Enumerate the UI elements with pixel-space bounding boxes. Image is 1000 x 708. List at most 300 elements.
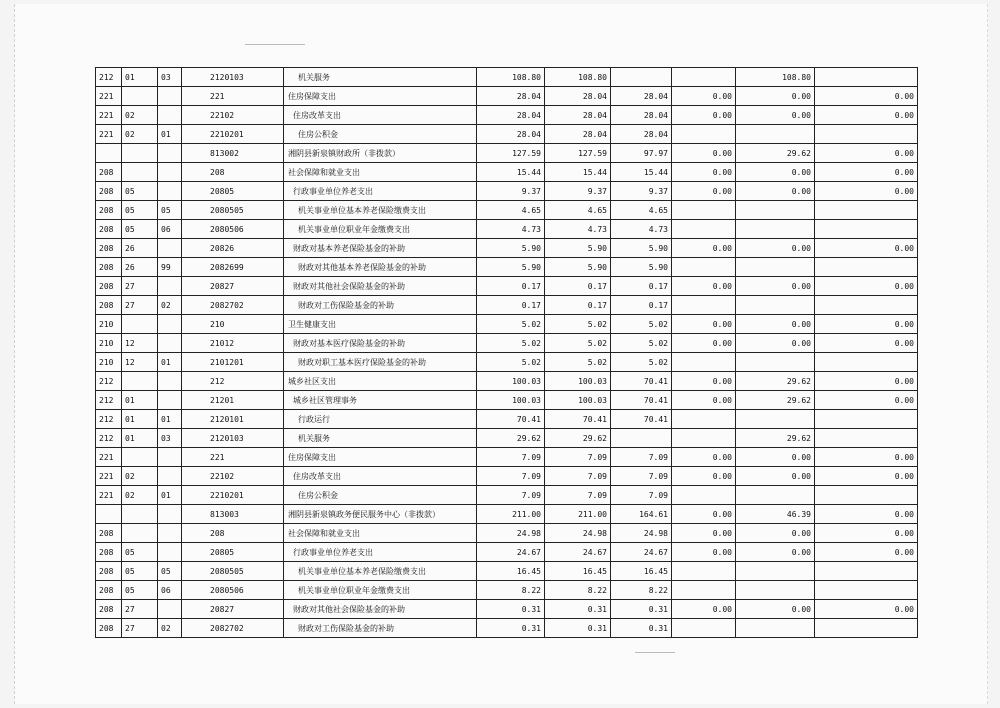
table-row <box>96 182 918 201</box>
account-name-cell: 财政对工伤保险基金的补助 <box>284 296 477 315</box>
account-name-cell: 财政对工伤保险基金的补助 <box>284 619 477 638</box>
total-cell: 5.02 <box>477 353 545 372</box>
project-expenditure-cell <box>736 258 815 277</box>
total-cell: 0.31 <box>477 600 545 619</box>
project-expenditure-cell: 0.00 <box>736 448 815 467</box>
item-code-cell <box>158 391 182 410</box>
total-cell: 108.80 <box>477 68 545 87</box>
account-name-cell: 行政事业单位养老支出 <box>284 182 477 201</box>
column-11-cell <box>815 562 918 581</box>
class-code-cell: 208 <box>96 258 122 277</box>
table-row <box>96 562 918 581</box>
section-code-cell: 27 <box>122 619 158 638</box>
basic-expenditure-cell <box>611 429 672 448</box>
project-expenditure-cell <box>736 296 815 315</box>
class-code-cell: 208 <box>96 239 122 258</box>
subtotal-cell: 70.41 <box>545 410 611 429</box>
column-9-cell: 0.00 <box>672 505 736 524</box>
basic-expenditure-cell: 7.09 <box>611 467 672 486</box>
table-row <box>96 448 918 467</box>
basic-expenditure-cell: 4.73 <box>611 220 672 239</box>
budget-expenditure-table <box>95 67 918 638</box>
account-code-cell: 2080506 <box>182 581 284 600</box>
column-9-cell: 0.00 <box>672 87 736 106</box>
basic-expenditure-cell: 0.31 <box>611 619 672 638</box>
basic-expenditure-cell: 28.04 <box>611 87 672 106</box>
column-11-cell <box>815 410 918 429</box>
total-cell: 8.22 <box>477 581 545 600</box>
total-cell: 7.09 <box>477 486 545 505</box>
section-code-cell: 27 <box>122 296 158 315</box>
account-code-cell: 813003 <box>182 505 284 524</box>
account-code-cell: 22102 <box>182 106 284 125</box>
column-9-cell: 0.00 <box>672 239 736 258</box>
account-code-cell: 20827 <box>182 277 284 296</box>
item-code-cell <box>158 182 182 201</box>
column-11-cell <box>815 581 918 600</box>
basic-expenditure-cell: 7.09 <box>611 448 672 467</box>
total-cell: 16.45 <box>477 562 545 581</box>
project-expenditure-cell <box>736 201 815 220</box>
basic-expenditure-cell: 7.09 <box>611 486 672 505</box>
account-code-cell: 2082702 <box>182 619 284 638</box>
section-code-cell: 02 <box>122 106 158 125</box>
class-code-cell: 208 <box>96 296 122 315</box>
basic-expenditure-cell: 0.17 <box>611 296 672 315</box>
basic-expenditure-cell: 8.22 <box>611 581 672 600</box>
item-code-cell <box>158 144 182 163</box>
subtotal-cell: 9.37 <box>545 182 611 201</box>
total-cell: 5.02 <box>477 315 545 334</box>
total-cell: 5.02 <box>477 334 545 353</box>
subtotal-cell: 28.04 <box>545 125 611 144</box>
total-cell: 5.90 <box>477 258 545 277</box>
table-row <box>96 619 918 638</box>
column-11-cell: 0.00 <box>815 600 918 619</box>
column-11-cell: 0.00 <box>815 334 918 353</box>
account-code-cell: 22102 <box>182 467 284 486</box>
account-code-cell: 20826 <box>182 239 284 258</box>
total-cell: 70.41 <box>477 410 545 429</box>
table-row <box>96 315 918 334</box>
project-expenditure-cell <box>736 410 815 429</box>
column-9-cell <box>672 68 736 87</box>
column-11-cell: 0.00 <box>815 505 918 524</box>
basic-expenditure-cell: 97.97 <box>611 144 672 163</box>
column-11-cell: 0.00 <box>815 372 918 391</box>
project-expenditure-cell <box>736 353 815 372</box>
section-code-cell: 27 <box>122 600 158 619</box>
column-9-cell <box>672 296 736 315</box>
total-cell: 28.04 <box>477 125 545 144</box>
account-code-cell: 210 <box>182 315 284 334</box>
account-code-cell: 2120103 <box>182 68 284 87</box>
subtotal-cell: 100.03 <box>545 391 611 410</box>
account-code-cell: 21012 <box>182 334 284 353</box>
class-code-cell: 212 <box>96 372 122 391</box>
account-name-cell: 社会保障和就业支出 <box>284 163 477 182</box>
basic-expenditure-cell: 70.41 <box>611 391 672 410</box>
account-name-cell: 住房改革支出 <box>284 467 477 486</box>
table-row <box>96 505 918 524</box>
class-code-cell: 221 <box>96 87 122 106</box>
total-cell: 28.04 <box>477 106 545 125</box>
item-code-cell <box>158 448 182 467</box>
item-code-cell: 01 <box>158 125 182 144</box>
item-code-cell <box>158 239 182 258</box>
account-name-cell: 机关服务 <box>284 429 477 448</box>
table-row <box>96 353 918 372</box>
column-11-cell <box>815 619 918 638</box>
table-row <box>96 372 918 391</box>
total-cell: 24.98 <box>477 524 545 543</box>
section-code-cell: 26 <box>122 258 158 277</box>
item-code-cell: 02 <box>158 296 182 315</box>
column-11-cell <box>815 201 918 220</box>
table-row <box>96 144 918 163</box>
section-code-cell: 01 <box>122 391 158 410</box>
section-code-cell <box>122 315 158 334</box>
section-code-cell: 05 <box>122 581 158 600</box>
basic-expenditure-cell: 15.44 <box>611 163 672 182</box>
column-9-cell <box>672 562 736 581</box>
column-11-cell <box>815 429 918 448</box>
total-cell: 211.00 <box>477 505 545 524</box>
account-code-cell: 2120101 <box>182 410 284 429</box>
account-code-cell: 20805 <box>182 182 284 201</box>
scan-noise <box>245 44 305 45</box>
column-9-cell <box>672 220 736 239</box>
total-cell: 127.59 <box>477 144 545 163</box>
table-row <box>96 429 918 448</box>
subtotal-cell: 127.59 <box>545 144 611 163</box>
total-cell: 0.17 <box>477 296 545 315</box>
table-row <box>96 163 918 182</box>
class-code-cell: 208 <box>96 562 122 581</box>
subtotal-cell: 0.31 <box>545 619 611 638</box>
project-expenditure-cell: 0.00 <box>736 239 815 258</box>
basic-expenditure-cell: 9.37 <box>611 182 672 201</box>
item-code-cell: 01 <box>158 486 182 505</box>
basic-expenditure-cell: 24.98 <box>611 524 672 543</box>
subtotal-cell: 211.00 <box>545 505 611 524</box>
column-11-cell <box>815 125 918 144</box>
table-row <box>96 467 918 486</box>
account-name-cell: 湘阴县新泉镇政务便民服务中心（非拨款） <box>284 505 477 524</box>
section-code-cell: 05 <box>122 562 158 581</box>
section-code-cell: 27 <box>122 277 158 296</box>
total-cell: 7.09 <box>477 467 545 486</box>
account-name-cell: 住房改革支出 <box>284 106 477 125</box>
table-row <box>96 220 918 239</box>
subtotal-cell: 4.73 <box>545 220 611 239</box>
class-code-cell: 221 <box>96 106 122 125</box>
section-code-cell <box>122 87 158 106</box>
account-code-cell: 20827 <box>182 600 284 619</box>
table-row <box>96 201 918 220</box>
class-code-cell: 212 <box>96 68 122 87</box>
subtotal-cell: 0.31 <box>545 600 611 619</box>
total-cell: 100.03 <box>477 372 545 391</box>
subtotal-cell: 100.03 <box>545 372 611 391</box>
class-code-cell: 208 <box>96 619 122 638</box>
column-11-cell: 0.00 <box>815 182 918 201</box>
table-row <box>96 543 918 562</box>
item-code-cell: 06 <box>158 220 182 239</box>
subtotal-cell: 5.90 <box>545 239 611 258</box>
section-code-cell: 01 <box>122 429 158 448</box>
project-expenditure-cell <box>736 562 815 581</box>
item-code-cell <box>158 543 182 562</box>
class-code-cell: 212 <box>96 429 122 448</box>
class-code-cell: 210 <box>96 315 122 334</box>
item-code-cell: 02 <box>158 619 182 638</box>
column-9-cell <box>672 486 736 505</box>
column-9-cell: 0.00 <box>672 372 736 391</box>
account-name-cell: 住房公积金 <box>284 486 477 505</box>
item-code-cell: 05 <box>158 562 182 581</box>
account-name-cell: 城乡社区管理事务 <box>284 391 477 410</box>
class-code-cell <box>96 505 122 524</box>
column-11-cell: 0.00 <box>815 448 918 467</box>
account-name-cell: 机关事业单位职业年金缴费支出 <box>284 220 477 239</box>
account-name-cell: 财政对基本医疗保险基金的补助 <box>284 334 477 353</box>
class-code-cell: 212 <box>96 410 122 429</box>
column-11-cell <box>815 486 918 505</box>
section-code-cell: 12 <box>122 334 158 353</box>
project-expenditure-cell: 0.00 <box>736 334 815 353</box>
subtotal-cell: 0.17 <box>545 277 611 296</box>
account-name-cell: 住房保障支出 <box>284 448 477 467</box>
account-name-cell: 行政运行 <box>284 410 477 429</box>
project-expenditure-cell: 0.00 <box>736 277 815 296</box>
account-code-cell: 2210201 <box>182 125 284 144</box>
column-11-cell: 0.00 <box>815 239 918 258</box>
project-expenditure-cell: 108.80 <box>736 68 815 87</box>
basic-expenditure-cell: 5.90 <box>611 239 672 258</box>
column-9-cell <box>672 619 736 638</box>
column-9-cell <box>672 429 736 448</box>
column-9-cell <box>672 410 736 429</box>
class-code-cell: 208 <box>96 581 122 600</box>
section-code-cell <box>122 524 158 543</box>
table-row <box>96 296 918 315</box>
section-code-cell <box>122 144 158 163</box>
column-11-cell: 0.00 <box>815 543 918 562</box>
section-code-cell: 01 <box>122 68 158 87</box>
account-name-cell: 住房保障支出 <box>284 87 477 106</box>
section-code-cell <box>122 372 158 391</box>
total-cell: 4.73 <box>477 220 545 239</box>
subtotal-cell: 5.02 <box>545 353 611 372</box>
account-code-cell: 2080505 <box>182 201 284 220</box>
subtotal-cell: 24.67 <box>545 543 611 562</box>
section-code-cell: 02 <box>122 125 158 144</box>
account-code-cell: 208 <box>182 524 284 543</box>
subtotal-cell: 15.44 <box>545 163 611 182</box>
table-row <box>96 334 918 353</box>
column-9-cell: 0.00 <box>672 391 736 410</box>
item-code-cell <box>158 524 182 543</box>
account-code-cell: 2080506 <box>182 220 284 239</box>
class-code-cell: 221 <box>96 486 122 505</box>
column-9-cell: 0.00 <box>672 524 736 543</box>
class-code-cell: 208 <box>96 163 122 182</box>
project-expenditure-cell: 0.00 <box>736 182 815 201</box>
basic-expenditure-cell: 5.02 <box>611 353 672 372</box>
item-code-cell <box>158 372 182 391</box>
subtotal-cell: 0.17 <box>545 296 611 315</box>
column-9-cell <box>672 258 736 277</box>
column-9-cell: 0.00 <box>672 600 736 619</box>
section-code-cell <box>122 448 158 467</box>
account-name-cell: 住房公积金 <box>284 125 477 144</box>
account-code-cell: 2120103 <box>182 429 284 448</box>
basic-expenditure-cell <box>611 68 672 87</box>
account-name-cell: 社会保障和就业支出 <box>284 524 477 543</box>
column-11-cell: 0.00 <box>815 277 918 296</box>
item-code-cell: 03 <box>158 429 182 448</box>
item-code-cell <box>158 334 182 353</box>
column-9-cell: 0.00 <box>672 106 736 125</box>
item-code-cell <box>158 87 182 106</box>
basic-expenditure-cell: 28.04 <box>611 125 672 144</box>
table-row <box>96 524 918 543</box>
basic-expenditure-cell: 0.17 <box>611 277 672 296</box>
column-9-cell: 0.00 <box>672 467 736 486</box>
account-name-cell: 城乡社区支出 <box>284 372 477 391</box>
column-11-cell <box>815 353 918 372</box>
total-cell: 15.44 <box>477 163 545 182</box>
subtotal-cell: 7.09 <box>545 448 611 467</box>
column-9-cell <box>672 125 736 144</box>
project-expenditure-cell: 0.00 <box>736 87 815 106</box>
column-9-cell: 0.00 <box>672 182 736 201</box>
project-expenditure-cell: 0.00 <box>736 106 815 125</box>
total-cell: 7.09 <box>477 448 545 467</box>
table-row <box>96 68 918 87</box>
account-code-cell: 212 <box>182 372 284 391</box>
section-code-cell: 05 <box>122 543 158 562</box>
subtotal-cell: 28.04 <box>545 106 611 125</box>
item-code-cell <box>158 315 182 334</box>
account-code-cell: 221 <box>182 448 284 467</box>
total-cell: 4.65 <box>477 201 545 220</box>
class-code-cell: 212 <box>96 391 122 410</box>
subtotal-cell: 5.02 <box>545 334 611 353</box>
subtotal-cell: 108.80 <box>545 68 611 87</box>
subtotal-cell: 4.65 <box>545 201 611 220</box>
total-cell: 0.17 <box>477 277 545 296</box>
column-11-cell <box>815 68 918 87</box>
section-code-cell: 05 <box>122 201 158 220</box>
account-name-cell: 财政对职工基本医疗保险基金的补助 <box>284 353 477 372</box>
section-code-cell: 05 <box>122 182 158 201</box>
total-cell: 5.90 <box>477 239 545 258</box>
item-code-cell: 06 <box>158 581 182 600</box>
column-9-cell <box>672 353 736 372</box>
subtotal-cell: 7.09 <box>545 467 611 486</box>
basic-expenditure-cell: 0.31 <box>611 600 672 619</box>
project-expenditure-cell <box>736 125 815 144</box>
section-code-cell: 05 <box>122 220 158 239</box>
project-expenditure-cell: 29.62 <box>736 429 815 448</box>
account-code-cell: 2210201 <box>182 486 284 505</box>
column-9-cell <box>672 581 736 600</box>
column-9-cell: 0.00 <box>672 144 736 163</box>
basic-expenditure-cell: 70.41 <box>611 372 672 391</box>
project-expenditure-cell <box>736 486 815 505</box>
subtotal-cell: 5.90 <box>545 258 611 277</box>
column-11-cell: 0.00 <box>815 144 918 163</box>
item-code-cell <box>158 600 182 619</box>
column-9-cell: 0.00 <box>672 448 736 467</box>
column-11-cell: 0.00 <box>815 467 918 486</box>
account-name-cell: 湘阴县新泉镇财政所（非拨款） <box>284 144 477 163</box>
item-code-cell: 01 <box>158 410 182 429</box>
basic-expenditure-cell: 4.65 <box>611 201 672 220</box>
column-9-cell: 0.00 <box>672 543 736 562</box>
class-code-cell: 208 <box>96 277 122 296</box>
column-11-cell: 0.00 <box>815 106 918 125</box>
total-cell: 0.31 <box>477 619 545 638</box>
basic-expenditure-cell: 24.67 <box>611 543 672 562</box>
account-name-cell: 机关事业单位基本养老保险缴费支出 <box>284 201 477 220</box>
basic-expenditure-cell: 5.02 <box>611 334 672 353</box>
project-expenditure-cell: 29.62 <box>736 391 815 410</box>
class-code-cell: 208 <box>96 543 122 562</box>
total-cell: 29.62 <box>477 429 545 448</box>
project-expenditure-cell: 0.00 <box>736 163 815 182</box>
account-code-cell: 813002 <box>182 144 284 163</box>
column-9-cell <box>672 201 736 220</box>
total-cell: 28.04 <box>477 87 545 106</box>
column-11-cell: 0.00 <box>815 315 918 334</box>
item-code-cell <box>158 106 182 125</box>
account-name-cell: 财政对基本养老保险基金的补助 <box>284 239 477 258</box>
subtotal-cell: 5.02 <box>545 315 611 334</box>
basic-expenditure-cell: 28.04 <box>611 106 672 125</box>
project-expenditure-cell <box>736 581 815 600</box>
account-name-cell: 机关事业单位基本养老保险缴费支出 <box>284 562 477 581</box>
project-expenditure-cell: 0.00 <box>736 600 815 619</box>
account-code-cell: 21201 <box>182 391 284 410</box>
subtotal-cell: 8.22 <box>545 581 611 600</box>
table-body <box>96 68 918 638</box>
column-11-cell <box>815 296 918 315</box>
column-9-cell: 0.00 <box>672 163 736 182</box>
basic-expenditure-cell: 164.61 <box>611 505 672 524</box>
item-code-cell <box>158 163 182 182</box>
section-code-cell: 02 <box>122 467 158 486</box>
subtotal-cell: 28.04 <box>545 87 611 106</box>
section-code-cell: 01 <box>122 410 158 429</box>
section-code-cell <box>122 505 158 524</box>
project-expenditure-cell: 0.00 <box>736 543 815 562</box>
table-row <box>96 581 918 600</box>
class-code-cell: 210 <box>96 334 122 353</box>
class-code-cell: 208 <box>96 600 122 619</box>
basic-expenditure-cell: 5.90 <box>611 258 672 277</box>
account-name-cell: 财政对其他社会保险基金的补助 <box>284 600 477 619</box>
total-cell: 9.37 <box>477 182 545 201</box>
account-code-cell: 221 <box>182 87 284 106</box>
column-9-cell: 0.00 <box>672 277 736 296</box>
account-name-cell: 行政事业单位养老支出 <box>284 543 477 562</box>
column-9-cell: 0.00 <box>672 315 736 334</box>
project-expenditure-cell: 0.00 <box>736 315 815 334</box>
table-row <box>96 410 918 429</box>
